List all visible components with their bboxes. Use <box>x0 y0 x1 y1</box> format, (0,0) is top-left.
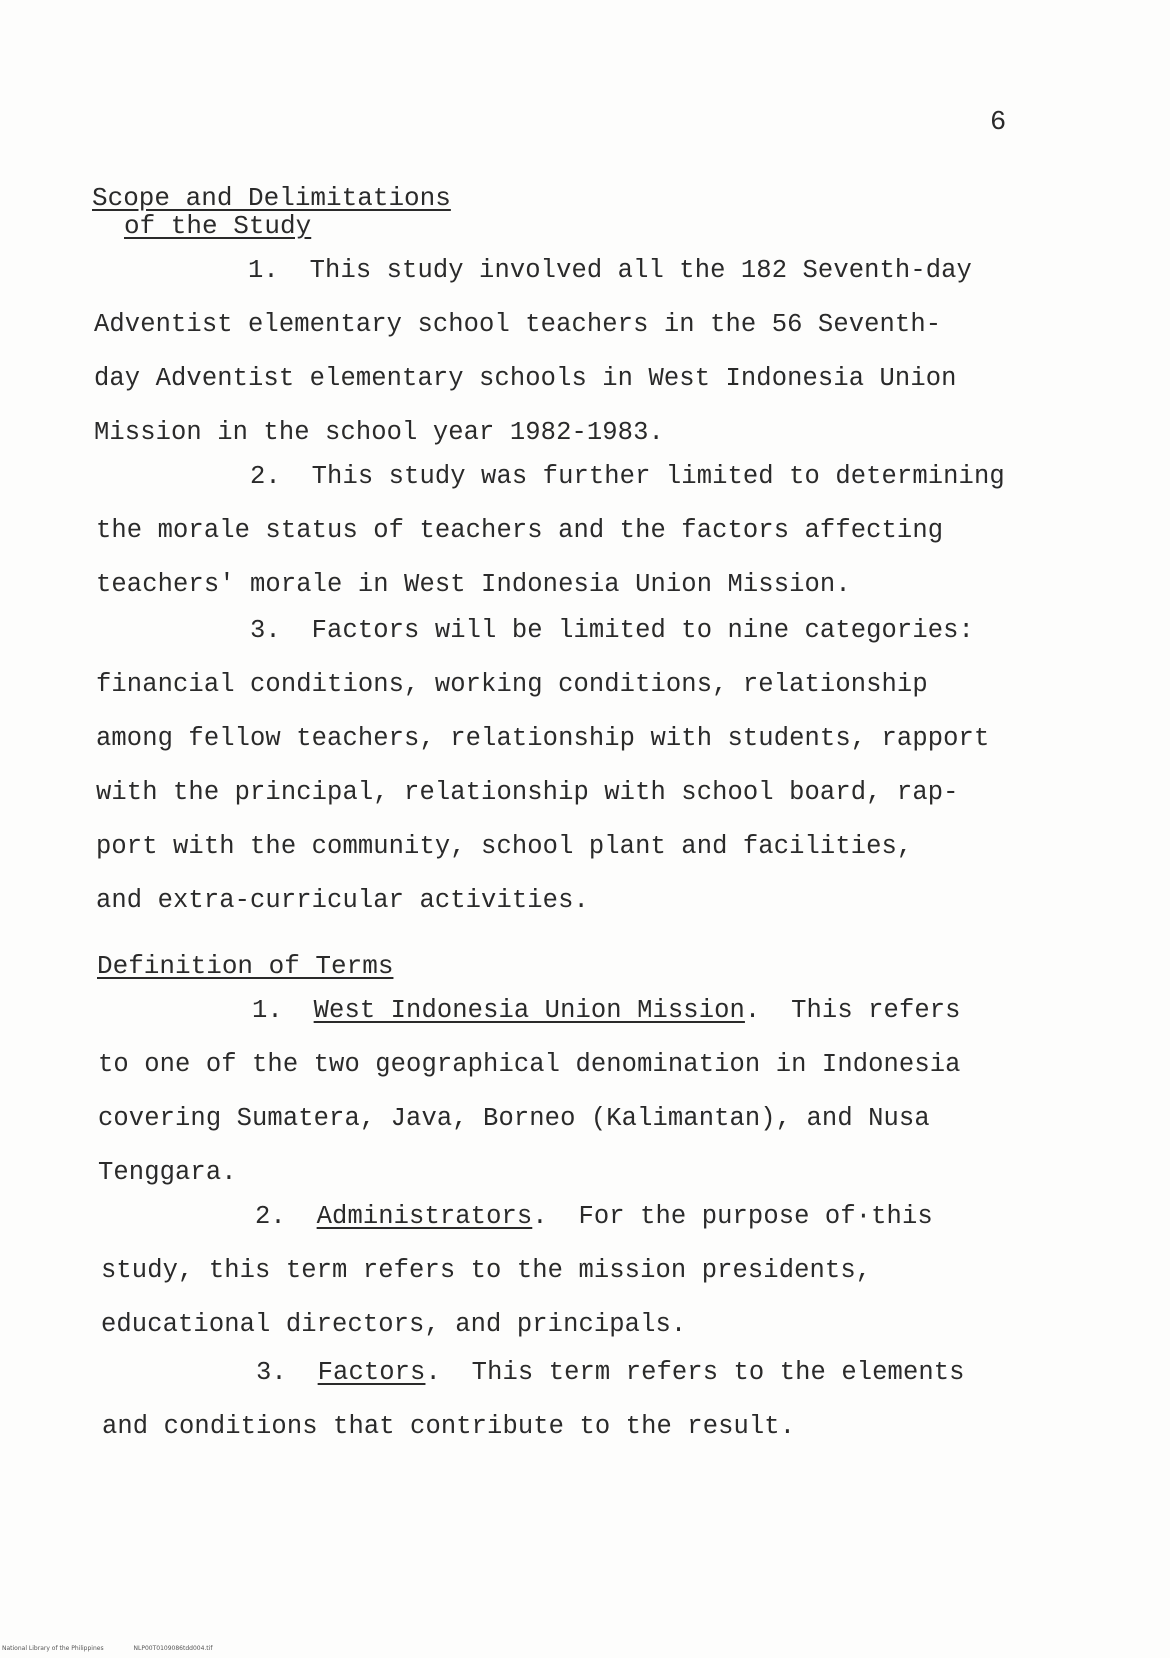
definition-2 <box>101 1190 933 1352</box>
page-number: 6 <box>990 108 1007 138</box>
definition-first-line <box>101 1190 933 1244</box>
text-line: 1. This study involved all the 182 Seventh-day <box>94 256 972 285</box>
definition-number: 2. <box>101 1202 317 1231</box>
text-line: to one of the two geographical denomination in Indonesia <box>98 1050 961 1079</box>
text-line: 3. Factors will be limited to nine categories: <box>96 616 974 645</box>
text-line: Tenggara. <box>98 1158 237 1187</box>
definitions-heading-text: Definition of Terms <box>97 951 394 981</box>
definition-number: 1. <box>98 996 314 1025</box>
scope-paragraph-1 <box>94 244 972 460</box>
scan-footer <box>2 1645 240 1652</box>
definition-first-line <box>102 1346 965 1400</box>
text-line: study, this term refers to the mission presidents, <box>101 1256 872 1285</box>
definition-term: West Indonesia Union Mission <box>313 996 745 1025</box>
text-line: educational directors, and principals. <box>101 1310 687 1339</box>
text-line: and conditions that contribute to the result. <box>102 1412 796 1441</box>
definition-first-line <box>98 984 961 1038</box>
text-line: among fellow teachers, relationship with students, rapport <box>96 724 990 753</box>
definition-text: . This term refers to the elements <box>425 1358 965 1387</box>
scope-paragraph-2 <box>96 450 1005 612</box>
definition-3 <box>102 1346 965 1454</box>
scope-paragraph-3 <box>96 604 989 928</box>
text-line: Adventist elementary school teachers in the 56 Seventh- <box>94 310 942 339</box>
text-line: covering Sumatera, Java, Borneo (Kalimantan), and Nusa <box>98 1104 930 1133</box>
text-line: financial conditions, working conditions, relationship <box>96 670 928 699</box>
definition-text: . This refers <box>744 996 961 1025</box>
definition-text: . For the purpose of·this <box>532 1202 933 1231</box>
text-line: port with the community, school plant and facilities, <box>96 832 913 861</box>
text-line: the morale status of teachers and the factors affecting <box>96 516 944 545</box>
scope-heading-line2: of the Study <box>124 211 312 241</box>
definitions-heading <box>97 952 393 980</box>
definition-term: Factors <box>317 1358 426 1387</box>
text-line: teachers' morale in West Indonesia Union Mission. <box>96 570 851 599</box>
footer-file: NLP00T0109086tdd004.tif <box>133 1645 213 1652</box>
definition-1 <box>98 984 961 1200</box>
scope-heading-line1: Scope and Delimitations <box>92 183 451 213</box>
text-line: day Adventist elementary schools in West Indonesia Union <box>94 364 957 393</box>
definition-number: 3. <box>102 1358 318 1387</box>
text-line: 2. This study was further limited to determining <box>96 462 1005 491</box>
footer-library: National Library of the Philippines <box>2 1645 104 1652</box>
text-line: Mission in the school year 1982-1983. <box>94 418 664 447</box>
text-line: with the principal, relationship with school board, rap- <box>96 778 959 807</box>
text-line: and extra-curricular activities. <box>96 886 589 915</box>
definition-term: Administrators <box>316 1202 533 1231</box>
scope-heading <box>92 184 451 240</box>
